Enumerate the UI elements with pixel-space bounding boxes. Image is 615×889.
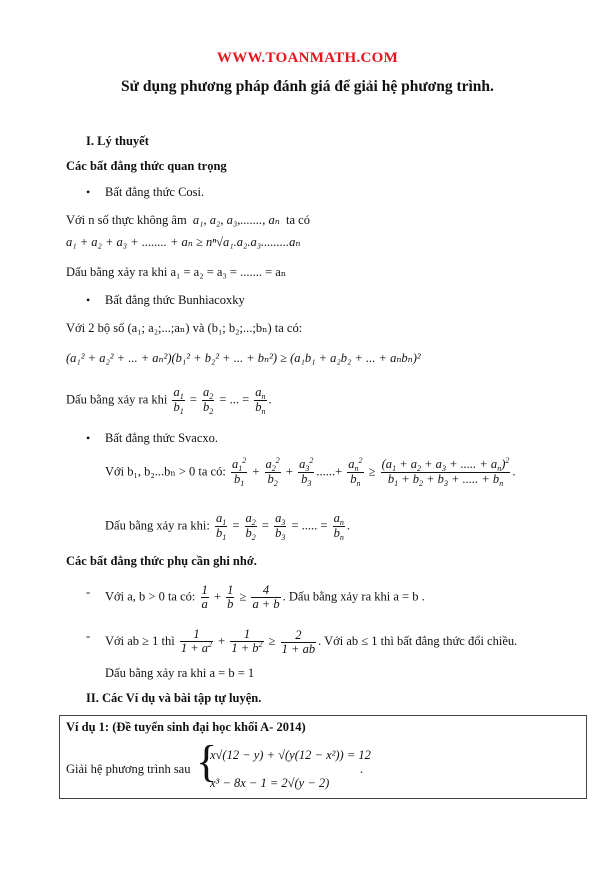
section-heading-examples: II. Các Ví dụ và bài tập tự luyện. bbox=[86, 691, 262, 705]
bullet-bunhiacoxky: • Bất đẳng thức Bunhiacoxky bbox=[105, 292, 245, 308]
cosi-equality: Dấu bằng xảy ra khi a₁ = a₂ = a₃ = ....... = aₙ bbox=[66, 265, 287, 279]
bullet-svacxo: • Bất đẳng thức Svacxo. bbox=[105, 430, 218, 446]
svacxo-inequality: Với b₁, b₂...bₙ > 0 ta có: $\frac{a_1^2}{b_1}$ + $\frac{a_2^2}{b_2}$ + $\frac{a_3^2}{b_3}$ ......+ $\frac{a_n^2}{b_n}$ ≥ $\frac{(a_1 + a_2 + a_3 + ..... + a_n)^2}{b_1 + b_2 + b_3 + ..... + b_n}$ . bbox=[105, 456, 516, 488]
example-title: Ví dụ 1: (Đề tuyển sinh đại học khối A- 2014) bbox=[66, 720, 306, 734]
svacxo-equality: Dấu bằng xảy ra khi: $\frac{a_1}{b_1}$ = $\frac{a_2}{b_2}$ = $\frac{a_3}{b_3}$ = ..... = $\frac{a_n}{b_n}$ . bbox=[105, 511, 350, 542]
buni-intro: Với 2 bộ số (a₁; a₂;...;aₙ) và (b₁; b₂;...;bₙ) ta có: bbox=[66, 321, 303, 335]
aux-item-2-equality: Dấu bằng xảy ra khi a = b = 1 bbox=[105, 666, 255, 680]
page-title: Sử dụng phương pháp đánh giá để giải hệ phương trình. bbox=[121, 78, 494, 95]
subheading-important-inequalities: Các bất đẳng thức quan trọng bbox=[66, 159, 227, 173]
subheading-aux-inequalities: Các bất đẳng thức phụ cần ghi nhớ. bbox=[66, 554, 257, 568]
cosi-inequality: a₁ + a₂ + a₃ + ........ + aₙ ≥ nⁿ√a₁.a₂.a₃.........aₙ bbox=[66, 235, 301, 249]
bullet-cosi: • Bất đẳng thức Cosi. bbox=[105, 184, 204, 200]
buni-equality: Dấu bằng xảy ra khi $\frac{a_1}{b_1}$ = $\frac{a_2}{b_2}$ = ... = $\frac{a_n}{b_n}$ . bbox=[66, 385, 272, 416]
section-heading-theory: I. Lý thuyết bbox=[86, 134, 149, 148]
system-equation-1: x√(12 − y) + √(y(12 − x²)) = 12 bbox=[210, 748, 371, 762]
system-equation-2: x³ − 8x − 1 = 2√(y − 2) bbox=[210, 776, 330, 790]
system-brace: { bbox=[196, 737, 218, 786]
system-period: . bbox=[360, 762, 364, 776]
aux-item-1: - Với a, b > 0 ta có: $\frac{1}{a}$ + $\frac{1}{b}$ ≥ $\frac{4}{a + b}$ . Dấu bằng xảy ra khi a = b . bbox=[105, 584, 425, 611]
site-url: WWW.TOANMATH.COM bbox=[216, 50, 399, 66]
example-box bbox=[59, 715, 587, 799]
buni-inequality: (a₁² + a₂² + ... + aₙ²)(b₁² + b₂² + ... + bₙ²) ≥ (a₁b₁ + a₂b₂ + ... + aₙbₙ)² bbox=[66, 351, 421, 365]
example-prompt: Giải hệ phương trình sau bbox=[66, 762, 191, 776]
aux-item-2: - Với ab ≥ 1 thì $\frac{1}{1 + a^2}$ + $\frac{1}{1 + b^2}$ ≥ $\frac{2}{1 + ab}$ . Với ab ≤ 1 thì bất đẳng thức đổi chiều. bbox=[105, 628, 517, 656]
cosi-intro: Với n số thực không âm a₁, a₂, a₃,......., aₙ ta có bbox=[66, 213, 310, 227]
